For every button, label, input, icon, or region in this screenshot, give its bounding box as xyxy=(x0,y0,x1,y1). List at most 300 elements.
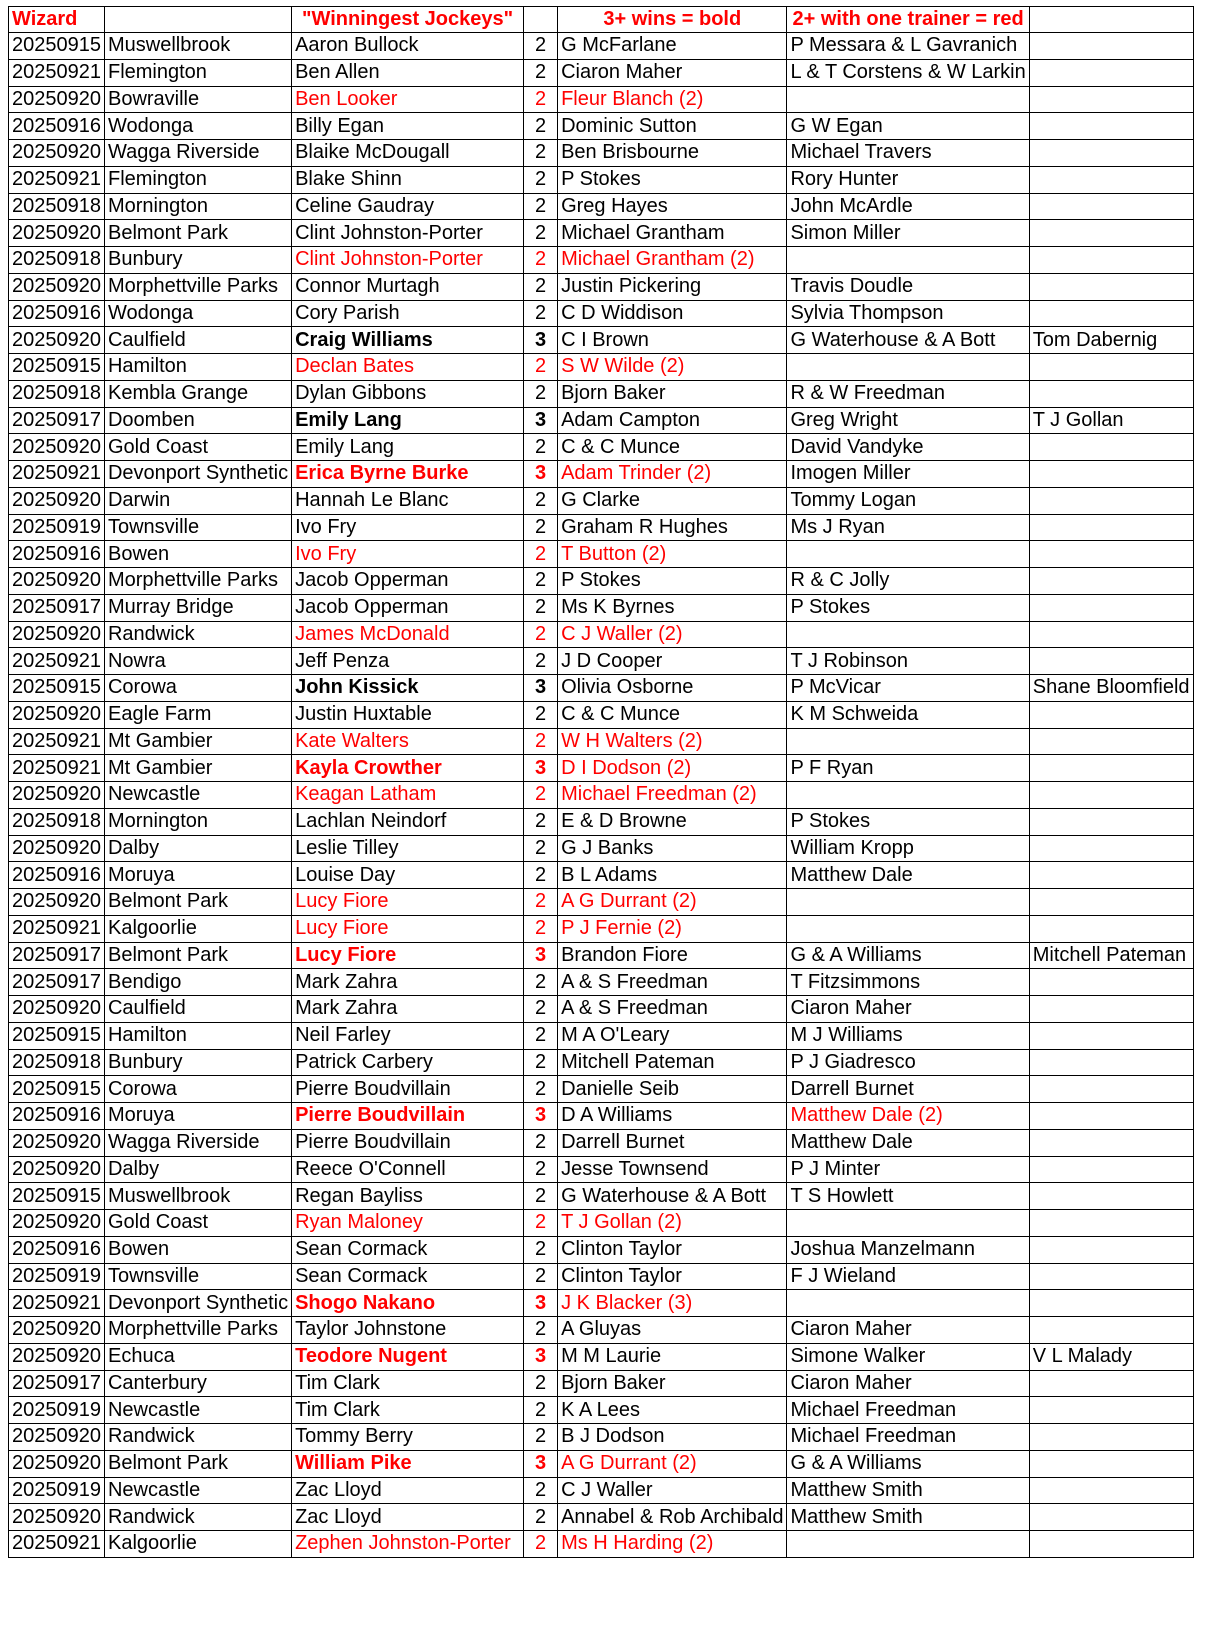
wins-cell[interactable]: 2 xyxy=(524,247,558,274)
trainer-2-cell[interactable]: Greg Wright xyxy=(787,407,1029,434)
venue-cell[interactable]: Belmont Park xyxy=(104,942,291,969)
wins-cell[interactable]: 2 xyxy=(524,113,558,140)
trainer-2-cell[interactable]: P J Minter xyxy=(787,1156,1029,1183)
trainer-1-cell[interactable]: Graham R Hughes xyxy=(558,514,787,541)
jockey-cell[interactable]: Cory Parish xyxy=(292,300,524,327)
venue-cell[interactable]: Wodonga xyxy=(104,113,291,140)
jockey-cell[interactable]: Zephen Johnston-Porter xyxy=(292,1531,524,1558)
wins-cell[interactable]: 2 xyxy=(524,1076,558,1103)
venue-cell[interactable]: Hamilton xyxy=(104,354,291,381)
trainer-2-cell[interactable]: Michael Freedman xyxy=(787,1424,1029,1451)
trainer-2-cell[interactable]: Darrell Burnet xyxy=(787,1076,1029,1103)
meeting-id-cell[interactable]: 20250915 xyxy=(9,1076,105,1103)
trainer-3-cell[interactable] xyxy=(1029,648,1193,675)
wins-cell[interactable]: 2 xyxy=(524,1531,558,1558)
trainer-2-cell[interactable] xyxy=(787,541,1029,568)
wins-cell[interactable]: 2 xyxy=(524,86,558,113)
wins-cell[interactable]: 2 xyxy=(524,1210,558,1237)
wins-cell[interactable]: 2 xyxy=(524,1129,558,1156)
trainer-1-cell[interactable]: Clinton Taylor xyxy=(558,1236,787,1263)
trainer-1-cell[interactable]: Dominic Sutton xyxy=(558,113,787,140)
venue-cell[interactable]: Morphettville Parks xyxy=(104,1317,291,1344)
trainer-1-cell[interactable]: Bjorn Baker xyxy=(558,380,787,407)
trainer-1-cell[interactable]: C & C Munce xyxy=(558,701,787,728)
wins-cell[interactable]: 2 xyxy=(524,193,558,220)
trainer-1-cell[interactable]: Darrell Burnet xyxy=(558,1129,787,1156)
trainer-3-cell[interactable] xyxy=(1029,969,1193,996)
wins-cell[interactable]: 2 xyxy=(524,1156,558,1183)
venue-cell[interactable]: Muswellbrook xyxy=(104,1183,291,1210)
trainer-3-cell[interactable] xyxy=(1029,514,1193,541)
venue-cell[interactable]: Bunbury xyxy=(104,1049,291,1076)
trainer-1-cell[interactable]: Adam Trinder (2) xyxy=(558,461,787,488)
trainer-3-cell[interactable] xyxy=(1029,220,1193,247)
trainer-3-cell[interactable] xyxy=(1029,889,1193,916)
trainer-3-cell[interactable] xyxy=(1029,1076,1193,1103)
jockey-cell[interactable]: Jacob Opperman xyxy=(292,568,524,595)
trainer-2-cell[interactable]: Ciaron Maher xyxy=(787,1317,1029,1344)
wins-cell[interactable]: 2 xyxy=(524,594,558,621)
trainer-1-cell[interactable]: C J Waller xyxy=(558,1477,787,1504)
venue-cell[interactable]: Newcastle xyxy=(104,782,291,809)
jockey-cell[interactable]: Ryan Maloney xyxy=(292,1210,524,1237)
jockey-cell[interactable]: Zac Lloyd xyxy=(292,1504,524,1531)
jockey-cell[interactable]: Pierre Boudvillain xyxy=(292,1103,524,1130)
trainer-3-cell[interactable] xyxy=(1029,1103,1193,1130)
wins-cell[interactable]: 2 xyxy=(524,514,558,541)
trainer-2-cell[interactable] xyxy=(787,86,1029,113)
jockey-cell[interactable]: Clint Johnston-Porter xyxy=(292,220,524,247)
wins-cell[interactable]: 2 xyxy=(524,33,558,60)
trainer-1-cell[interactable]: Olivia Osborne xyxy=(558,675,787,702)
trainer-2-cell[interactable] xyxy=(787,915,1029,942)
trainer-1-cell[interactable]: Fleur Blanch (2) xyxy=(558,86,787,113)
wins-cell[interactable]: 3 xyxy=(524,1290,558,1317)
trainer-3-cell[interactable] xyxy=(1029,782,1193,809)
jockey-cell[interactable]: Teodore Nugent xyxy=(292,1343,524,1370)
wins-cell[interactable]: 2 xyxy=(524,140,558,167)
wins-cell[interactable]: 2 xyxy=(524,889,558,916)
trainer-1-cell[interactable]: Ciaron Maher xyxy=(558,59,787,86)
meeting-id-cell[interactable]: 20250920 xyxy=(9,568,105,595)
trainer-3-cell[interactable] xyxy=(1029,247,1193,274)
trainer-1-cell[interactable]: A & S Freedman xyxy=(558,969,787,996)
venue-cell[interactable]: Kalgoorlie xyxy=(104,1531,291,1558)
wins-cell[interactable]: 2 xyxy=(524,808,558,835)
jockey-cell[interactable]: Celine Gaudray xyxy=(292,193,524,220)
jockey-cell[interactable]: Leslie Tilley xyxy=(292,835,524,862)
trainer-3-cell[interactable]: Shane Bloomfield xyxy=(1029,675,1193,702)
trainer-1-cell[interactable]: Greg Hayes xyxy=(558,193,787,220)
trainer-2-cell[interactable]: Ms J Ryan xyxy=(787,514,1029,541)
trainer-1-cell[interactable]: Ben Brisbourne xyxy=(558,140,787,167)
trainer-1-cell[interactable]: Annabel & Rob Archibald xyxy=(558,1504,787,1531)
wins-cell[interactable]: 3 xyxy=(524,1450,558,1477)
trainer-3-cell[interactable] xyxy=(1029,354,1193,381)
jockey-cell[interactable]: Ben Looker xyxy=(292,86,524,113)
trainer-3-cell[interactable]: T J Gollan xyxy=(1029,407,1193,434)
trainer-3-cell[interactable] xyxy=(1029,1370,1193,1397)
jockey-cell[interactable]: Jacob Opperman xyxy=(292,594,524,621)
meeting-id-cell[interactable]: 20250918 xyxy=(9,247,105,274)
trainer-3-cell[interactable] xyxy=(1029,1210,1193,1237)
trainer-3-cell[interactable] xyxy=(1029,59,1193,86)
trainer-3-cell[interactable] xyxy=(1029,1290,1193,1317)
trainer-2-cell[interactable]: P J Giadresco xyxy=(787,1049,1029,1076)
trainer-2-cell[interactable]: Simone Walker xyxy=(787,1343,1029,1370)
meeting-id-cell[interactable]: 20250918 xyxy=(9,808,105,835)
venue-cell[interactable]: Canterbury xyxy=(104,1370,291,1397)
meeting-id-cell[interactable]: 20250920 xyxy=(9,487,105,514)
jockey-cell[interactable]: Hannah Le Blanc xyxy=(292,487,524,514)
trainer-1-cell[interactable]: B L Adams xyxy=(558,862,787,889)
trainer-1-cell[interactable]: B J Dodson xyxy=(558,1424,787,1451)
venue-cell[interactable]: Dalby xyxy=(104,835,291,862)
trainer-1-cell[interactable]: P Stokes xyxy=(558,568,787,595)
trainer-3-cell[interactable]: Tom Dabernig xyxy=(1029,327,1193,354)
venue-cell[interactable]: Bunbury xyxy=(104,247,291,274)
wins-cell[interactable]: 3 xyxy=(524,1103,558,1130)
jockey-cell[interactable]: Kayla Crowther xyxy=(292,755,524,782)
meeting-id-cell[interactable]: 20250921 xyxy=(9,755,105,782)
meeting-id-cell[interactable]: 20250920 xyxy=(9,996,105,1023)
wins-cell[interactable]: 2 xyxy=(524,915,558,942)
meeting-id-cell[interactable]: 20250916 xyxy=(9,541,105,568)
trainer-2-cell[interactable]: Matthew Dale xyxy=(787,862,1029,889)
venue-cell[interactable]: Hamilton xyxy=(104,1022,291,1049)
meeting-id-cell[interactable]: 20250917 xyxy=(9,1370,105,1397)
meeting-id-cell[interactable]: 20250920 xyxy=(9,1317,105,1344)
wins-cell[interactable]: 2 xyxy=(524,782,558,809)
meeting-id-cell[interactable]: 20250920 xyxy=(9,434,105,461)
trainer-3-cell[interactable] xyxy=(1029,1317,1193,1344)
venue-cell[interactable]: Townsville xyxy=(104,1263,291,1290)
trainer-2-cell[interactable]: T Fitzsimmons xyxy=(787,969,1029,996)
venue-cell[interactable]: Wodonga xyxy=(104,300,291,327)
trainer-1-cell[interactable]: P Stokes xyxy=(558,166,787,193)
trainer-2-cell[interactable]: P Messara & L Gavranich xyxy=(787,33,1029,60)
trainer-3-cell[interactable] xyxy=(1029,1424,1193,1451)
header-winningest-jockeys[interactable]: "Winningest Jockeys" xyxy=(292,7,524,33)
wins-cell[interactable]: 2 xyxy=(524,1317,558,1344)
meeting-id-cell[interactable]: 20250915 xyxy=(9,33,105,60)
trainer-2-cell[interactable]: P Stokes xyxy=(787,594,1029,621)
trainer-3-cell[interactable] xyxy=(1029,1263,1193,1290)
trainer-2-cell[interactable]: Tommy Logan xyxy=(787,487,1029,514)
venue-cell[interactable]: Dalby xyxy=(104,1156,291,1183)
trainer-2-cell[interactable]: Matthew Smith xyxy=(787,1477,1029,1504)
jockey-cell[interactable]: Dylan Gibbons xyxy=(292,380,524,407)
wins-cell[interactable]: 3 xyxy=(524,675,558,702)
trainer-2-cell[interactable]: G Waterhouse & A Bott xyxy=(787,327,1029,354)
trainer-2-cell[interactable]: Travis Doudle xyxy=(787,273,1029,300)
trainer-3-cell[interactable] xyxy=(1029,835,1193,862)
trainer-2-cell[interactable]: K M Schweida xyxy=(787,701,1029,728)
venue-cell[interactable]: Flemington xyxy=(104,59,291,86)
jockey-cell[interactable]: Shogo Nakano xyxy=(292,1290,524,1317)
trainer-2-cell[interactable]: Joshua Manzelmann xyxy=(787,1236,1029,1263)
jockey-cell[interactable]: John Kissick xyxy=(292,675,524,702)
wins-cell[interactable]: 2 xyxy=(524,300,558,327)
header-bold-rule[interactable]: 3+ wins = bold xyxy=(558,7,787,33)
meeting-id-cell[interactable]: 20250916 xyxy=(9,1103,105,1130)
trainer-1-cell[interactable]: Ms K Byrnes xyxy=(558,594,787,621)
trainer-1-cell[interactable]: E & D Browne xyxy=(558,808,787,835)
trainer-2-cell[interactable] xyxy=(787,1290,1029,1317)
wins-cell[interactable]: 2 xyxy=(524,487,558,514)
meeting-id-cell[interactable]: 20250920 xyxy=(9,621,105,648)
trainer-3-cell[interactable] xyxy=(1029,273,1193,300)
wins-cell[interactable]: 2 xyxy=(524,862,558,889)
meeting-id-cell[interactable]: 20250915 xyxy=(9,354,105,381)
wins-cell[interactable]: 2 xyxy=(524,1236,558,1263)
meeting-id-cell[interactable]: 20250921 xyxy=(9,461,105,488)
trainer-1-cell[interactable]: Adam Campton xyxy=(558,407,787,434)
venue-cell[interactable]: Corowa xyxy=(104,675,291,702)
venue-cell[interactable]: Bowen xyxy=(104,1236,291,1263)
venue-cell[interactable]: Doomben xyxy=(104,407,291,434)
trainer-3-cell[interactable] xyxy=(1029,86,1193,113)
jockey-cell[interactable]: Aaron Bullock xyxy=(292,33,524,60)
jockey-cell[interactable]: Sean Cormack xyxy=(292,1236,524,1263)
meeting-id-cell[interactable]: 20250918 xyxy=(9,380,105,407)
meeting-id-cell[interactable]: 20250920 xyxy=(9,273,105,300)
trainer-3-cell[interactable] xyxy=(1029,1183,1193,1210)
jockey-cell[interactable]: Blake Shinn xyxy=(292,166,524,193)
trainer-3-cell[interactable] xyxy=(1029,33,1193,60)
meeting-id-cell[interactable]: 20250920 xyxy=(9,835,105,862)
meeting-id-cell[interactable]: 20250919 xyxy=(9,1477,105,1504)
jockey-cell[interactable]: Neil Farley xyxy=(292,1022,524,1049)
wins-cell[interactable]: 2 xyxy=(524,1477,558,1504)
meeting-id-cell[interactable]: 20250915 xyxy=(9,675,105,702)
trainer-1-cell[interactable]: J K Blacker (3) xyxy=(558,1290,787,1317)
venue-cell[interactable]: Randwick xyxy=(104,621,291,648)
venue-cell[interactable]: Bendigo xyxy=(104,969,291,996)
meeting-id-cell[interactable]: 20250920 xyxy=(9,1210,105,1237)
jockey-cell[interactable]: Taylor Johnstone xyxy=(292,1317,524,1344)
trainer-3-cell[interactable] xyxy=(1029,701,1193,728)
meeting-id-cell[interactable]: 20250920 xyxy=(9,327,105,354)
venue-cell[interactable]: Murray Bridge xyxy=(104,594,291,621)
trainer-3-cell[interactable] xyxy=(1029,728,1193,755)
venue-cell[interactable]: Kembla Grange xyxy=(104,380,291,407)
trainer-3-cell[interactable] xyxy=(1029,1022,1193,1049)
meeting-id-cell[interactable]: 20250919 xyxy=(9,1263,105,1290)
trainer-3-cell[interactable] xyxy=(1029,1397,1193,1424)
trainer-2-cell[interactable]: L & T Corstens & W Larkin xyxy=(787,59,1029,86)
jockey-cell[interactable]: Keagan Latham xyxy=(292,782,524,809)
venue-cell[interactable]: Flemington xyxy=(104,166,291,193)
meeting-id-cell[interactable]: 20250918 xyxy=(9,193,105,220)
venue-cell[interactable]: Wagga Riverside xyxy=(104,1129,291,1156)
jockey-cell[interactable]: Emily Lang xyxy=(292,407,524,434)
meeting-id-cell[interactable]: 20250916 xyxy=(9,1236,105,1263)
jockey-cell[interactable]: Reece O'Connell xyxy=(292,1156,524,1183)
trainer-1-cell[interactable]: Ms H Harding (2) xyxy=(558,1531,787,1558)
meeting-id-cell[interactable]: 20250920 xyxy=(9,1156,105,1183)
venue-cell[interactable]: Moruya xyxy=(104,862,291,889)
wins-cell[interactable]: 2 xyxy=(524,380,558,407)
trainer-2-cell[interactable] xyxy=(787,247,1029,274)
trainer-2-cell[interactable]: M J Williams xyxy=(787,1022,1029,1049)
trainer-1-cell[interactable]: C D Widdison xyxy=(558,300,787,327)
meeting-id-cell[interactable]: 20250921 xyxy=(9,166,105,193)
meeting-id-cell[interactable]: 20250920 xyxy=(9,1450,105,1477)
meeting-id-cell[interactable]: 20250917 xyxy=(9,942,105,969)
trainer-2-cell[interactable] xyxy=(787,1531,1029,1558)
trainer-1-cell[interactable]: A & S Freedman xyxy=(558,996,787,1023)
venue-cell[interactable]: Randwick xyxy=(104,1504,291,1531)
header-blank[interactable] xyxy=(104,7,291,33)
trainer-1-cell[interactable]: J D Cooper xyxy=(558,648,787,675)
venue-cell[interactable]: Gold Coast xyxy=(104,434,291,461)
venue-cell[interactable]: Darwin xyxy=(104,487,291,514)
jockey-cell[interactable]: Emily Lang xyxy=(292,434,524,461)
wins-cell[interactable]: 2 xyxy=(524,354,558,381)
trainer-3-cell[interactable] xyxy=(1029,193,1193,220)
wins-cell[interactable]: 2 xyxy=(524,996,558,1023)
jockey-cell[interactable]: Tim Clark xyxy=(292,1397,524,1424)
trainer-1-cell[interactable]: Michael Grantham (2) xyxy=(558,247,787,274)
trainer-1-cell[interactable]: G Clarke xyxy=(558,487,787,514)
meeting-id-cell[interactable]: 20250920 xyxy=(9,220,105,247)
trainer-3-cell[interactable] xyxy=(1029,621,1193,648)
wins-cell[interactable]: 2 xyxy=(524,273,558,300)
trainer-1-cell[interactable]: Jesse Townsend xyxy=(558,1156,787,1183)
venue-cell[interactable]: Mt Gambier xyxy=(104,728,291,755)
trainer-3-cell[interactable] xyxy=(1029,1504,1193,1531)
trainer-1-cell[interactable]: D I Dodson (2) xyxy=(558,755,787,782)
jockey-cell[interactable]: Mark Zahra xyxy=(292,996,524,1023)
trainer-2-cell[interactable]: G & A Williams xyxy=(787,1450,1029,1477)
venue-cell[interactable]: Echuca xyxy=(104,1343,291,1370)
header-red-rule[interactable]: 2+ with one trainer = red xyxy=(787,7,1029,33)
trainer-2-cell[interactable]: Michael Travers xyxy=(787,140,1029,167)
venue-cell[interactable]: Moruya xyxy=(104,1103,291,1130)
jockey-cell[interactable]: Clint Johnston-Porter xyxy=(292,247,524,274)
trainer-1-cell[interactable]: Michael Grantham xyxy=(558,220,787,247)
jockey-cell[interactable]: Declan Bates xyxy=(292,354,524,381)
trainer-3-cell[interactable] xyxy=(1029,140,1193,167)
jockey-cell[interactable]: Regan Bayliss xyxy=(292,1183,524,1210)
jockey-cell[interactable]: James McDonald xyxy=(292,621,524,648)
trainer-3-cell[interactable] xyxy=(1029,461,1193,488)
meeting-id-cell[interactable]: 20250916 xyxy=(9,300,105,327)
wins-cell[interactable]: 2 xyxy=(524,969,558,996)
venue-cell[interactable]: Kalgoorlie xyxy=(104,915,291,942)
meeting-id-cell[interactable]: 20250920 xyxy=(9,1129,105,1156)
meeting-id-cell[interactable]: 20250920 xyxy=(9,782,105,809)
venue-cell[interactable]: Caulfield xyxy=(104,996,291,1023)
header-blank-wins[interactable] xyxy=(524,7,558,33)
wins-cell[interactable]: 2 xyxy=(524,166,558,193)
trainer-2-cell[interactable]: David Vandyke xyxy=(787,434,1029,461)
wins-cell[interactable]: 2 xyxy=(524,59,558,86)
venue-cell[interactable]: Newcastle xyxy=(104,1397,291,1424)
trainer-3-cell[interactable] xyxy=(1029,1450,1193,1477)
trainer-1-cell[interactable]: Mitchell Pateman xyxy=(558,1049,787,1076)
venue-cell[interactable]: Wagga Riverside xyxy=(104,140,291,167)
trainer-2-cell[interactable]: Michael Freedman xyxy=(787,1397,1029,1424)
trainer-2-cell[interactable]: R & W Freedman xyxy=(787,380,1029,407)
trainer-1-cell[interactable]: T J Gollan (2) xyxy=(558,1210,787,1237)
trainer-3-cell[interactable] xyxy=(1029,1129,1193,1156)
trainer-3-cell[interactable] xyxy=(1029,113,1193,140)
jockey-cell[interactable]: Erica Byrne Burke xyxy=(292,461,524,488)
wins-cell[interactable]: 2 xyxy=(524,220,558,247)
jockey-cell[interactable]: Lachlan Neindorf xyxy=(292,808,524,835)
venue-cell[interactable]: Mt Gambier xyxy=(104,755,291,782)
trainer-2-cell[interactable]: Matthew Dale (2) xyxy=(787,1103,1029,1130)
jockey-cell[interactable]: Ivo Fry xyxy=(292,514,524,541)
trainer-1-cell[interactable]: K A Lees xyxy=(558,1397,787,1424)
wins-cell[interactable]: 2 xyxy=(524,835,558,862)
wins-cell[interactable]: 2 xyxy=(524,1504,558,1531)
wins-cell[interactable]: 2 xyxy=(524,1049,558,1076)
wins-cell[interactable]: 2 xyxy=(524,434,558,461)
meeting-id-cell[interactable]: 20250921 xyxy=(9,648,105,675)
meeting-id-cell[interactable]: 20250920 xyxy=(9,140,105,167)
trainer-2-cell[interactable]: G & A Williams xyxy=(787,942,1029,969)
wins-cell[interactable]: 3 xyxy=(524,407,558,434)
meeting-id-cell[interactable]: 20250919 xyxy=(9,1397,105,1424)
trainer-3-cell[interactable] xyxy=(1029,487,1193,514)
wins-cell[interactable]: 2 xyxy=(524,621,558,648)
meeting-id-cell[interactable]: 20250918 xyxy=(9,1049,105,1076)
meeting-id-cell[interactable]: 20250915 xyxy=(9,1022,105,1049)
meeting-id-cell[interactable]: 20250920 xyxy=(9,1343,105,1370)
trainer-3-cell[interactable] xyxy=(1029,808,1193,835)
jockey-cell[interactable]: Ben Allen xyxy=(292,59,524,86)
jockey-cell[interactable]: Justin Huxtable xyxy=(292,701,524,728)
venue-cell[interactable]: Belmont Park xyxy=(104,889,291,916)
trainer-1-cell[interactable]: C J Waller (2) xyxy=(558,621,787,648)
wins-cell[interactable]: 2 xyxy=(524,1022,558,1049)
venue-cell[interactable]: Devonport Synthetic xyxy=(104,461,291,488)
meeting-id-cell[interactable]: 20250920 xyxy=(9,86,105,113)
trainer-2-cell[interactable]: Ciaron Maher xyxy=(787,1370,1029,1397)
trainer-3-cell[interactable] xyxy=(1029,380,1193,407)
meeting-id-cell[interactable]: 20250920 xyxy=(9,1424,105,1451)
trainer-2-cell[interactable]: Simon Miller xyxy=(787,220,1029,247)
wins-cell[interactable]: 2 xyxy=(524,1424,558,1451)
meeting-id-cell[interactable]: 20250916 xyxy=(9,113,105,140)
trainer-1-cell[interactable]: P J Fernie (2) xyxy=(558,915,787,942)
venue-cell[interactable]: Belmont Park xyxy=(104,220,291,247)
jockey-cell[interactable]: Lucy Fiore xyxy=(292,915,524,942)
trainer-1-cell[interactable]: Brandon Fiore xyxy=(558,942,787,969)
jockey-cell[interactable]: Patrick Carbery xyxy=(292,1049,524,1076)
jockey-cell[interactable]: Ivo Fry xyxy=(292,541,524,568)
jockey-cell[interactable]: Craig Williams xyxy=(292,327,524,354)
trainer-1-cell[interactable]: T Button (2) xyxy=(558,541,787,568)
jockey-cell[interactable]: Tommy Berry xyxy=(292,1424,524,1451)
trainer-3-cell[interactable] xyxy=(1029,862,1193,889)
trainer-2-cell[interactable]: Rory Hunter xyxy=(787,166,1029,193)
venue-cell[interactable]: Morphettville Parks xyxy=(104,568,291,595)
jockey-cell[interactable]: Sean Cormack xyxy=(292,1263,524,1290)
venue-cell[interactable]: Bowen xyxy=(104,541,291,568)
trainer-1-cell[interactable]: D A Williams xyxy=(558,1103,787,1130)
trainer-3-cell[interactable] xyxy=(1029,1531,1193,1558)
trainer-2-cell[interactable] xyxy=(787,889,1029,916)
trainer-2-cell[interactable] xyxy=(787,728,1029,755)
jockey-cell[interactable]: Connor Murtagh xyxy=(292,273,524,300)
header-blank-extra[interactable] xyxy=(1029,7,1193,33)
meeting-id-cell[interactable]: 20250917 xyxy=(9,594,105,621)
meeting-id-cell[interactable]: 20250921 xyxy=(9,59,105,86)
